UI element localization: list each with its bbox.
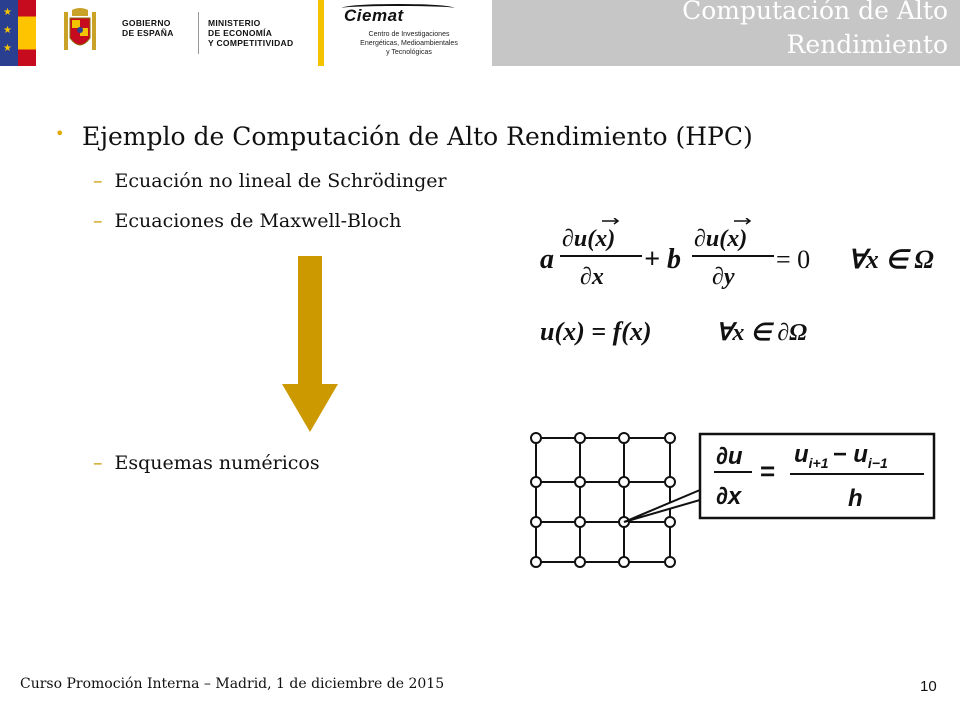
sub-bullet-text: Esquemas numéricos bbox=[114, 452, 320, 474]
eu-flag-strip bbox=[0, 0, 18, 66]
ciemat-line: Energéticas, Medioambientales bbox=[360, 40, 458, 47]
fd-numerator-right: $u_{i+1} - u_{i-1}$ bbox=[794, 441, 888, 471]
bullet-icon: • bbox=[55, 124, 65, 143]
ciemat-subtitle bbox=[336, 30, 482, 57]
header-bar bbox=[0, 0, 960, 66]
footer-text: Curso Promoción Interna – Madrid, 1 de diciembre de 2015 bbox=[20, 676, 445, 692]
down-arrow-icon bbox=[282, 256, 338, 432]
fraction-denominator: ∂y bbox=[712, 264, 735, 290]
star-icon: ★ bbox=[3, 25, 12, 36]
fraction-numerator: ∂u(x) bbox=[694, 226, 748, 252]
finite-difference-diagram bbox=[526, 428, 946, 578]
spain-flag-icon bbox=[18, 0, 36, 66]
government-label bbox=[122, 18, 174, 38]
domain-condition: ∀x ∈ Ω bbox=[848, 245, 934, 274]
ciemat-line: y Tecnológicas bbox=[386, 49, 432, 56]
mesh-lines bbox=[536, 438, 670, 562]
fd-numerator-left: ∂u bbox=[716, 443, 743, 470]
dash-icon: – bbox=[93, 170, 103, 192]
sub-bullet-schrodinger bbox=[93, 170, 447, 192]
dash-icon: – bbox=[93, 452, 103, 474]
dash-icon: – bbox=[93, 210, 103, 232]
fd-equals: = bbox=[760, 456, 776, 486]
fraction-denominator: ∂x bbox=[580, 264, 604, 290]
sub-bullet-maxwell bbox=[93, 210, 401, 232]
main-bullet-text: Ejemplo de Computación de Alto Rendimiento (HPC) bbox=[82, 122, 753, 151]
title-banner bbox=[492, 0, 960, 66]
mesh-nodes bbox=[531, 433, 675, 567]
ministry-line: MINISTERIO bbox=[208, 18, 261, 28]
star-icon: ★ bbox=[3, 7, 12, 18]
equals-zero: = 0 bbox=[776, 245, 811, 274]
boundary-equation: u(x) = f(x) bbox=[540, 317, 652, 346]
callout-pointer bbox=[624, 490, 700, 522]
ciemat-line: Centro de Investigaciones bbox=[368, 31, 450, 38]
plus-b: + b bbox=[644, 244, 681, 275]
sub-bullet-text: Ecuación no lineal de Schrödinger bbox=[114, 170, 447, 192]
government-logo bbox=[36, 0, 318, 66]
fd-denominator-left: ∂x bbox=[716, 483, 742, 510]
fd-denominator-right: h bbox=[848, 485, 863, 512]
pde-equations bbox=[540, 218, 950, 358]
ciemat-logo bbox=[324, 0, 493, 66]
page-number: 10 bbox=[920, 678, 937, 695]
coat-of-arms-icon bbox=[62, 8, 98, 56]
logo-divider bbox=[198, 12, 199, 54]
ciemat-name: Ciemat bbox=[344, 6, 404, 25]
sub-bullet-text: Ecuaciones de Maxwell-Bloch bbox=[114, 210, 402, 232]
star-icon: ★ bbox=[3, 43, 12, 54]
coef-a: a bbox=[540, 244, 554, 275]
title-line: Computación de Alto bbox=[682, 0, 948, 25]
sub-bullet-numerical bbox=[93, 452, 320, 474]
boundary-condition: ∀x ∈ ∂Ω bbox=[716, 320, 808, 346]
fraction-numerator: ∂u(x) bbox=[562, 226, 616, 252]
gov-line: DE ESPAÑA bbox=[122, 28, 174, 38]
ministry-line: DE ECONOMÍA bbox=[208, 28, 273, 38]
title-line: Rendimiento bbox=[786, 30, 948, 59]
ministry-label bbox=[208, 18, 293, 48]
gov-line: GOBIERNO bbox=[122, 18, 171, 28]
ministry-line: Y COMPETITIVIDAD bbox=[208, 38, 294, 48]
slide-section-title bbox=[682, 0, 948, 62]
